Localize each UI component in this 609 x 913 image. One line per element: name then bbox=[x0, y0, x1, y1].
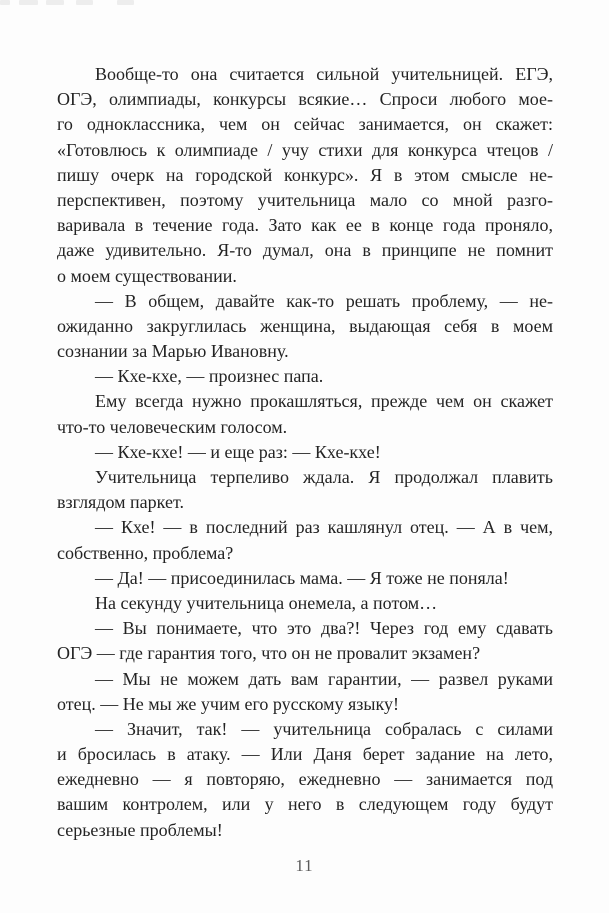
text-line: «Готовлюсь к олимпиаде / учу стихи для конкурса чтецов / bbox=[57, 139, 553, 160]
text-line: что-то человеческим голосом. bbox=[57, 416, 288, 437]
text-line: Вообще-то она считается сильной учительницей. ЕГЭ, bbox=[95, 64, 553, 84]
text-line: варивала в течение года. Зато как ее в конце года проняло, bbox=[57, 215, 553, 236]
scan-artifact bbox=[76, 0, 93, 5]
text-line: ОГЭ — где гарантия того, что он не провалит экзамен? bbox=[57, 643, 481, 664]
text-block bbox=[57, 62, 553, 843]
scan-artifact bbox=[117, 0, 134, 5]
text-line: вашим контролем, или у него в следующем году будут bbox=[57, 794, 553, 815]
text-line: — Значит, так! — учительница собралась с силами bbox=[95, 718, 553, 739]
text-line: го одноклассника, чем он сейчас занимается, он скажет: bbox=[57, 114, 553, 135]
text-line: и бросилась в атаку. — Или Даня берет задание на лето, bbox=[57, 744, 553, 765]
text-line: — Мы не можем дать вам гарантии, — развел руками bbox=[95, 668, 553, 689]
text-line: На секунду учительница онемела, а потом… bbox=[95, 592, 438, 613]
text-line: серьезные проблемы! bbox=[57, 819, 223, 840]
text-line: перспективен, поэтому учительница мало со мной разго- bbox=[57, 189, 553, 210]
text-line: пишу очерк на городской конкурс». Я в этом смысле не- bbox=[57, 164, 553, 185]
text-line: даже удивительно. Я-то думал, она в принципе не помнит bbox=[57, 240, 553, 261]
text-line: — Да! — присоединилась мама. — Я тоже не поняла! bbox=[95, 567, 509, 588]
text-line: отец. — Не мы же учим его русскому языку! bbox=[57, 693, 399, 714]
text-line: ОГЭ, олимпиады, конкурсы всякие… Спроси любого мое- bbox=[57, 89, 553, 110]
scan-artifact bbox=[46, 0, 64, 5]
text-line: собственно, проблема? bbox=[57, 542, 234, 563]
text-line: — Кхе! — в последний раз кашлянул отец. — А в чем, bbox=[95, 517, 553, 538]
scan-artifact bbox=[0, 0, 10, 5]
scan-artifact bbox=[19, 0, 38, 5]
page-number: 11 bbox=[295, 856, 314, 875]
text-line: ежедневно — я повторяю, ежедневно — занимается под bbox=[57, 769, 553, 790]
text-line: — Кхе-кхе! — и еще раз: — Кхе-кхе! bbox=[95, 441, 381, 462]
text-line: — В общем, давайте как-то решать проблему, — не- bbox=[95, 290, 553, 311]
text-line: взглядом паркет. bbox=[57, 492, 184, 513]
text-line: — Вы понимаете, что это два?! Через год ему сдавать bbox=[95, 618, 553, 639]
text-line: сознании за Марью Ивановну. bbox=[57, 341, 289, 362]
text-line: ожиданно закруглилась женщина, выдающая себя в моем bbox=[57, 315, 553, 336]
text-line: о моем существовании. bbox=[57, 265, 237, 286]
text-line: Учительница терпеливо ждала. Я продолжал плавить bbox=[95, 467, 553, 487]
text-line: — Кхе-кхе, — произнес папа. bbox=[95, 366, 324, 387]
text-line: Ему всегда нужно прокашляться, прежде чем он скажет bbox=[95, 391, 553, 412]
